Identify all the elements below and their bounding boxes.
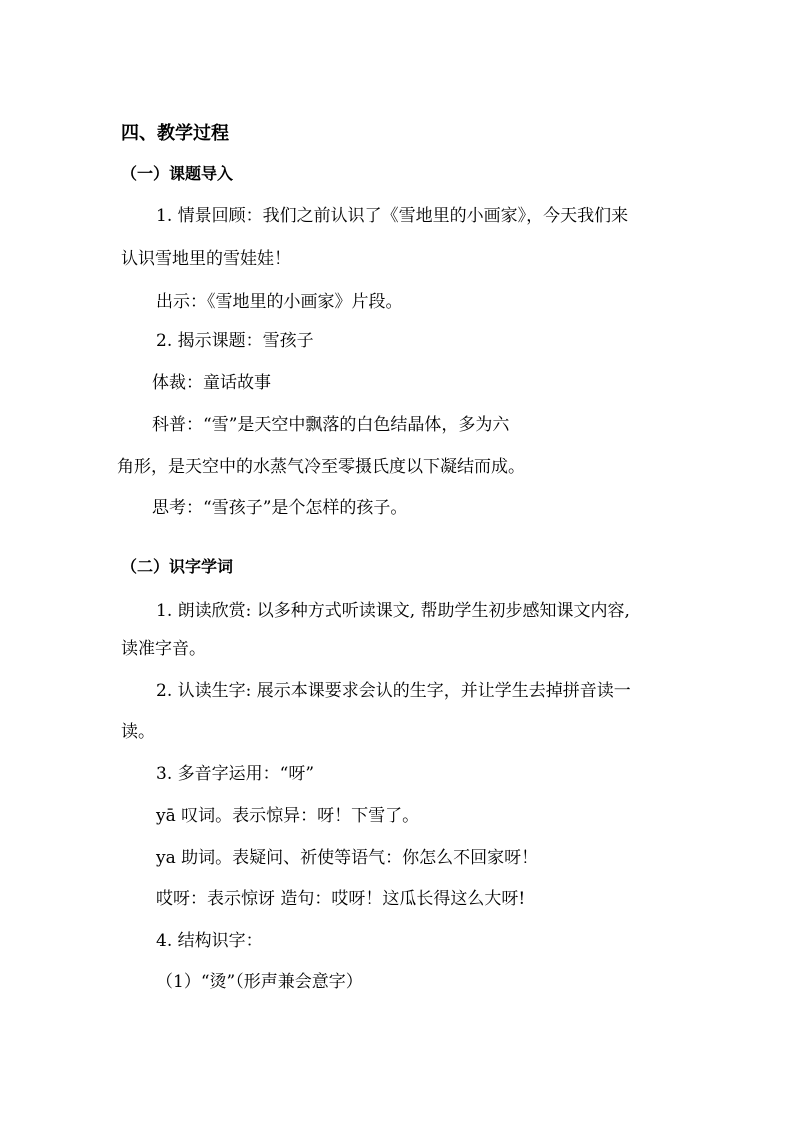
paragraph-line: 3. 多音字运用：“呀” bbox=[156, 764, 315, 784]
paragraph-line: （1）“烫”（形声兼会意字） bbox=[156, 972, 363, 992]
paragraph-line: 哎呀：表示惊讶 造句：哎呀！这瓜长得这么大呀! bbox=[156, 889, 526, 909]
paragraph-line: 2. 揭示课题：雪孩子 bbox=[156, 331, 314, 351]
paragraph-line: yā 叹词。表示惊异：呀！下雪了。 bbox=[156, 806, 420, 826]
paragraph-line: 出示：《雪地里的小画家》片段。 bbox=[156, 292, 403, 312]
paragraph-line: 思考：“雪孩子”是个怎样的孩子。 bbox=[152, 498, 408, 518]
paragraph-line: 4. 结构识字： bbox=[156, 931, 263, 951]
part1-heading: （一）课题导入 bbox=[121, 164, 234, 183]
paragraph-line: 2. 认读生字: 展示本课要求会认的生字，并让学生去掉拼音读一 bbox=[156, 681, 631, 701]
section-title: 四、教学过程 bbox=[121, 123, 229, 144]
paragraph-line: 读准字音。 bbox=[121, 639, 206, 659]
paragraph-line: 体裁：童话故事 bbox=[152, 373, 271, 393]
paragraph-line: 1. 朗读欣赏: 以多种方式听读课文, 帮助学生初步感知课文内容, bbox=[156, 601, 630, 621]
paragraph-line: 读。 bbox=[121, 722, 155, 742]
paragraph-line: 认识雪地里的雪娃娃！ bbox=[121, 249, 291, 269]
paragraph-line: 科普：“雪”是天空中飘落的白色结晶体，多为六 bbox=[152, 415, 510, 435]
paragraph-line: ya 助词。表疑问、祈使等语气：你怎么不回家呀！ bbox=[156, 848, 539, 868]
paragraph-line: 角形，是天空中的水蒸气冷至零摄氏度以下凝结而成。 bbox=[117, 457, 525, 477]
paragraph-line: 1. 情景回顾：我们之前认识了《雪地里的小画家》，今天我们来 bbox=[156, 206, 629, 226]
part2-heading: （二）识字学词 bbox=[121, 557, 234, 576]
